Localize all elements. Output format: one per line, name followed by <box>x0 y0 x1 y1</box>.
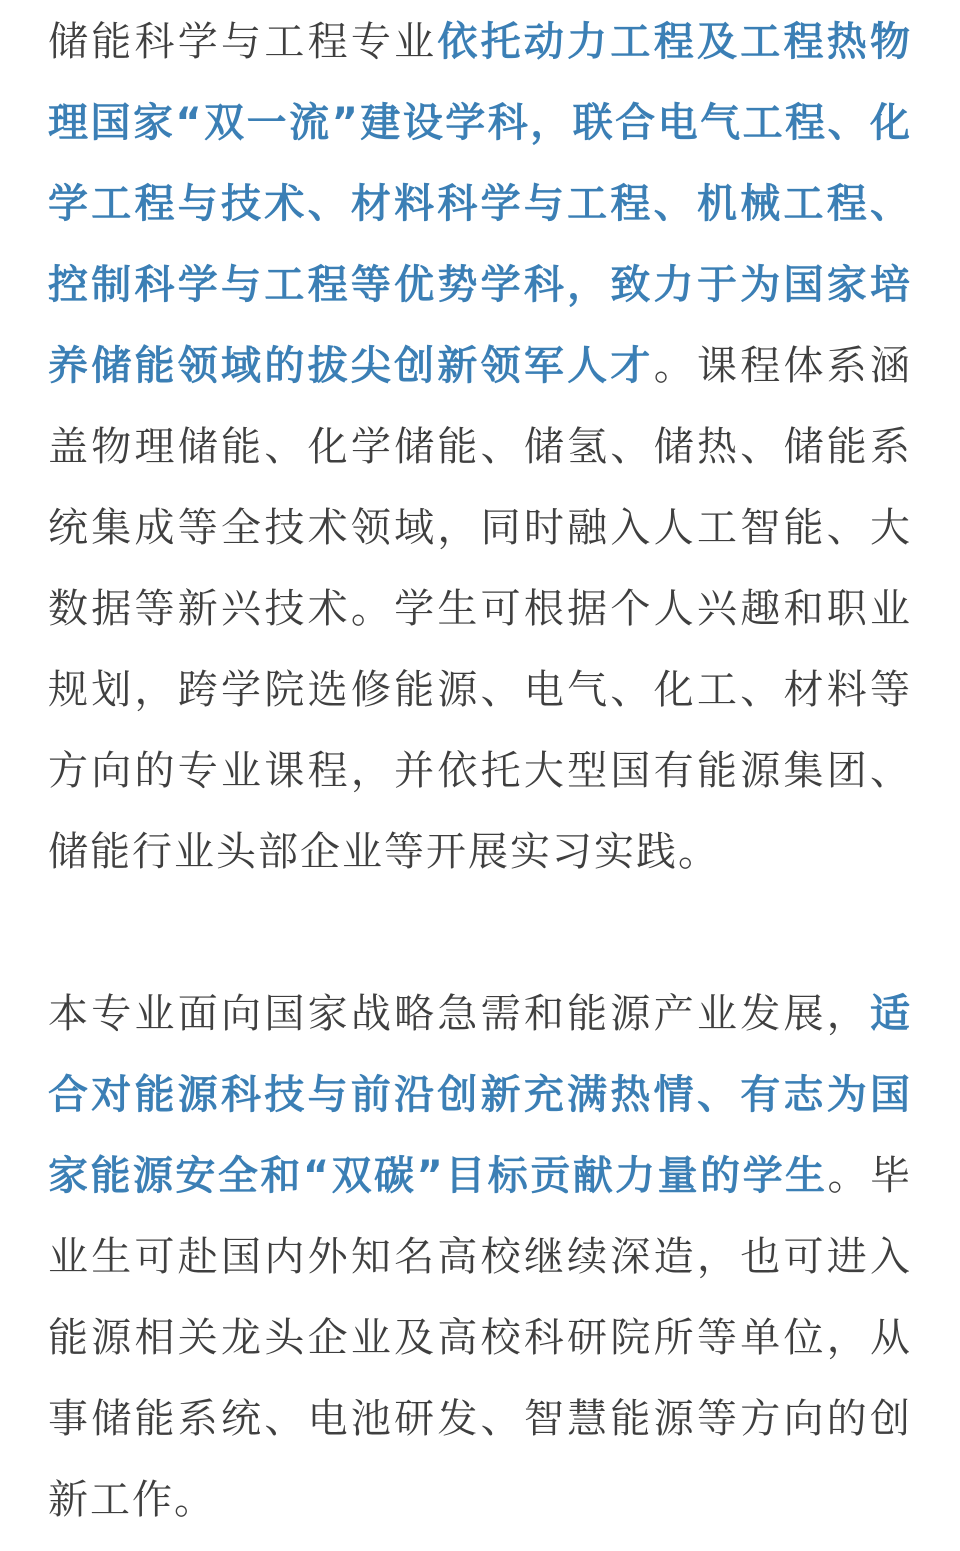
plain-text-segment: 储能科学与工程专业 <box>48 19 438 65</box>
highlighted-text-segment: 适合对能源科技与前沿创新充满热情、有志为国家能源安全和“双碳”目标贡献力量的学生 <box>48 991 912 1199</box>
article-body <box>48 0 912 1541</box>
plain-text-segment: 本专业面向国家战略急需和能源产业发展， <box>48 991 870 1037</box>
highlighted-text-segment: 依托动力工程及工程热物理国家“双一流”建设学科，联合电气工程、化学工程与技术、材料科学与工程、机械工程、控制科学与工程等优势学科，致力于为国家培养储能领域的拔尖创新领军人才 <box>48 19 913 389</box>
paragraph-target-students <box>48 974 912 1541</box>
plain-text-segment: 。课程体系涵盖物理储能、化学储能、储氢、储热、储能系统集成等全技术领域，同时融入人工智能、大数据等新兴技术。学生可根据个人兴趣和职业规划，跨学院选修能源、电气、化工、材料等方向的专业课程，并依托大型国有能源集团、储能行业头部企业等开展实习实践。 <box>48 343 913 875</box>
plain-text-segment: 。毕业生可赴国内外知名高校继续深造，也可进入能源相关龙头企业及高校科研院所等单位，从事储能系统、电池研发、智慧能源等方向的创新工作。 <box>48 1153 913 1523</box>
paragraph-program-overview <box>48 2 912 893</box>
